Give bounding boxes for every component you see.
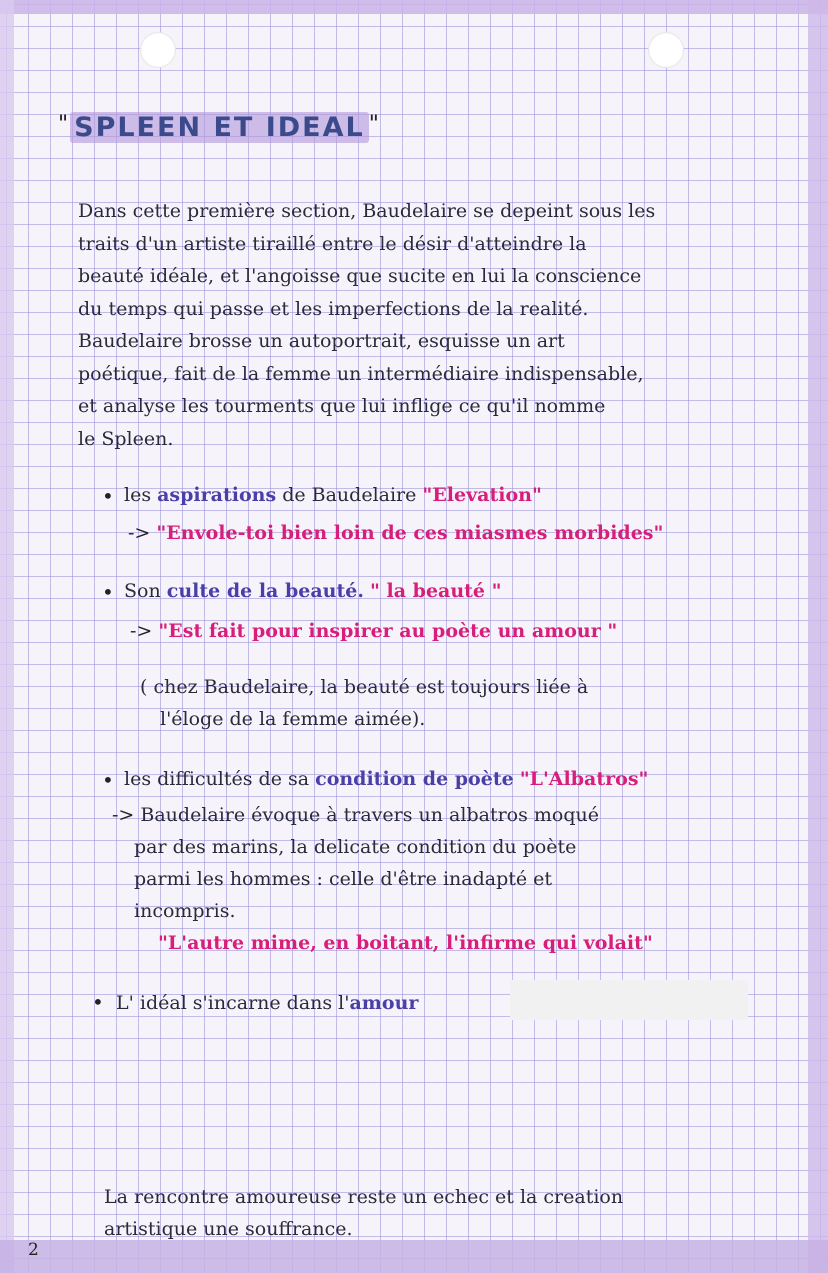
point-2-heading: [124, 580, 502, 602]
point-1-poem: "Elevation": [422, 484, 542, 506]
point-2-poem: " la beauté ": [370, 580, 502, 602]
bullet-dot: •: [102, 484, 114, 508]
point-1-heading: [124, 484, 542, 506]
point-3-line-3: parmi les hommes : celle d'être inadapté et: [134, 868, 553, 890]
point-3-quote: [158, 932, 653, 954]
point-3-line-1: [112, 804, 599, 826]
point-1-quote: "Envole-toi bien loin de ces miasmes morbides": [156, 522, 664, 544]
page-bottom-edge: [0, 1240, 828, 1273]
page-top-edge: [0, 0, 828, 14]
intro-line: Baudelaire brosse un autoportrait, esquisse un art: [78, 330, 565, 352]
intro-line: du temps qui passe et les imperfections de la realité.: [78, 297, 589, 320]
intro-line: le Spleen.: [78, 427, 174, 450]
intro-paragraph: [78, 195, 798, 455]
arrow-icon: ->: [130, 620, 153, 642]
point-3-key: condition de poète: [315, 768, 514, 790]
bullet-dot: •: [102, 580, 114, 604]
point-3-poem: "L'Albatros": [519, 768, 649, 790]
page-number: 2: [28, 1240, 39, 1260]
point-3-heading: [124, 768, 648, 790]
point-2-pre: Son: [124, 580, 161, 602]
arrow-icon: ->: [112, 804, 135, 826]
bullet-dot: •: [102, 768, 114, 792]
point-1-quote-line: [128, 522, 663, 544]
point-1-pre: les: [124, 484, 152, 506]
point-3-quote-text: "L'autre mime, en boitant, l'infirme qui volait": [158, 932, 653, 954]
point-2-key: culte de la beauté.: [166, 580, 364, 602]
point-3-pre: les difficultés de sa: [124, 768, 310, 790]
intro-line: et analyse les tourments que lui inflige ce qu'il nomme: [78, 395, 606, 417]
point-4-key: amour: [349, 992, 419, 1014]
blurred-region: [510, 980, 748, 1020]
intro-line: traits d'un artiste tiraillé entre le désir d'atteindre la: [78, 232, 587, 255]
title-quote-open: ": [58, 112, 71, 137]
point-4-heading: [116, 992, 418, 1014]
point-1-key: aspirations: [157, 484, 277, 506]
title-quote-close: ": [368, 112, 381, 137]
intro-line: poétique, fait de la femme un intermédiaire indispensable,: [78, 362, 644, 385]
point-3-text-1: Baudelaire évoque à travers un albatros moqué: [140, 804, 599, 826]
point-4-pre: L' idéal s'incarne dans l': [116, 992, 350, 1014]
arrow-icon: ->: [128, 522, 151, 544]
page-right-edge: [808, 0, 828, 1273]
point-2-note-line-2: l'éloge de la femme aimée).: [160, 708, 426, 730]
binder-hole-left: [140, 32, 176, 68]
point-2-quote: "Est fait pour inspirer au poète un amour ": [158, 620, 618, 642]
conclusion-line-2: artistique une souffrance.: [104, 1218, 353, 1240]
page-title: [58, 112, 381, 143]
page-left-edge: [0, 0, 14, 1273]
conclusion-line-1: La rencontre amoureuse reste un echec et la creation: [104, 1186, 624, 1208]
point-3-line-4: incompris.: [134, 900, 236, 922]
binder-hole-right: [648, 32, 684, 68]
point-2-note-line-1: ( chez Baudelaire, la beauté est toujours liée à: [140, 676, 589, 698]
intro-line: beauté idéale, et l'angoisse que sucite en lui la conscience: [78, 265, 642, 287]
bullet-dot: •: [92, 990, 104, 1014]
title-text: SPLEEN ET IDEAL: [70, 112, 369, 143]
point-3-line-2: par des marins, la delicate condition du poète: [134, 836, 577, 858]
intro-line: Dans cette première section, Baudelaire se depeint sous les: [78, 200, 656, 222]
point-2-quote-line: [130, 620, 617, 642]
point-1-mid: de Baudelaire: [282, 484, 417, 506]
